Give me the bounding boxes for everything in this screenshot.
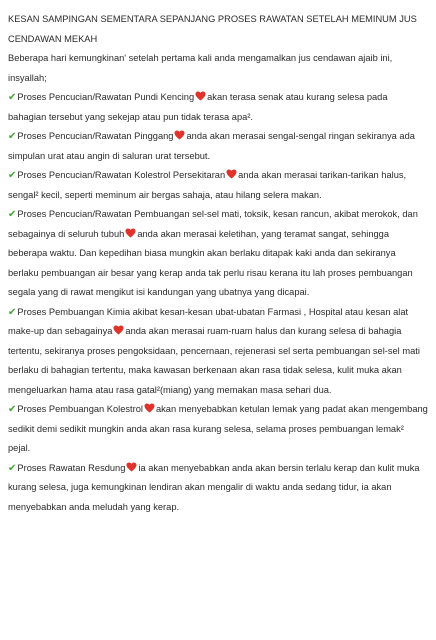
red-heart-icon [126,462,137,472]
item-before: Proses Pencucian/Rawatan Pinggang [17,131,174,141]
check-mark-icon: ✔ [8,404,17,415]
check-mark-icon: ✔ [8,131,17,142]
list-item [8,205,428,303]
item-after: anda akan merasai tarikan-tarikan halus, sengal² kecil, seperti meminum air bergas sahaja, atau hilang selera makan. [8,170,407,200]
item-before: Proses Pencucian/Rawatan Kolestrol Persekitaran [17,170,226,180]
check-mark-icon: ✔ [8,209,17,220]
red-heart-icon [174,130,185,140]
red-heart-icon [195,91,206,101]
list-item [8,303,428,401]
list-item [8,127,428,166]
check-mark-icon: ✔ [8,170,17,181]
intro-paragraph: Beberapa hari kemungkinan' setelah pertama kali anda mengamalkan jus cendawan ajaib ini, insyallah; [8,53,393,83]
check-mark-icon: ✔ [8,462,17,474]
item-after: akan menyebabkan ketulan lemak yang padat akan mengembang sedikit demi sedikit mungkin anda akan rasa kurang selesa, selama proses pembuangan lemak² pejal. [8,404,428,453]
item-list [8,88,428,517]
document-title: KESAN SAMPINGAN SEMENTARA SEPANJANG PROSES RAWATAN SETELAH MEMINUM JUS CENDAWAN MEKAH [8,14,417,44]
item-before: Proses Pencucian/Rawatan Pundi Kencing [17,92,195,102]
list-item [8,400,428,459]
check-mark-icon: ✔ [8,92,17,103]
item-before: Proses Rawatan Resdung [17,462,126,473]
red-heart-icon [226,169,237,179]
item-after: anda akan merasai keletihan, yang teramat sangat, sehingga beberapa waktu. Dan kepedihan biasa mungkin akan berlaku ditapak kaki anda dan sekiranya berlaku pembuangan air besar yang kerap anda tak perlu risau kerana itu lah proses pembuangan segala yang di rawat mengikut isi kandungan yang ubatnya yang dicapai. [8,228,413,297]
red-heart-icon [113,325,124,335]
item-after: anda akan merasai ruam-ruam halus dan kurang selesa di bahagia tertentu, sekiranya proses pengoksidaan, pencernaan, rejenerasi sel serta pembuangan sel-sel mati berlaku di bahagian tertentu, maka kawasan berkenaan akan rasa tidak selesa, kulit muka akan mengeluarkan hama atau rasa gatal²(miang) yang memakan masa sehari dua. [8,326,420,395]
item-before: Proses Pembuangan Kimia akibat kesan-kesan ubat-ubatan Farmasi , Hospital atau kesan alat make-up dan sebagainya [8,306,409,336]
item-after: anda akan merasai sengal-sengal ringan sekiranya ada simpulan urat atau angin di saluran urat tersebut. [8,131,415,161]
item-before: Proses Pencucian/Rawatan Pembuangan sel-sel mati, toksik, kesan rancun, akibat merokok, dan sebagainya di seluruh tubuh [8,209,418,239]
list-item [8,459,428,518]
red-heart-icon [125,228,136,238]
check-mark-icon: ✔ [8,306,17,318]
list-item [8,88,428,127]
item-after: ia akan menyebabkan anda akan bersin terlalu kerap dan kulit muka kurang selesa, juga kemungkinan lendiran akan mengalir di waktu anda sedang tidur, ia akan menyebabkan anda meludah yang kerap. [8,462,420,512]
item-before: Proses Pembuangan Kolestrol [17,404,143,414]
list-item [8,166,428,205]
item-after: akan terasa senak atau kurang selesa pada bahagian tersebut yang sekejap atau pun tidak terasa apa². [8,92,388,122]
red-heart-icon [144,403,155,413]
